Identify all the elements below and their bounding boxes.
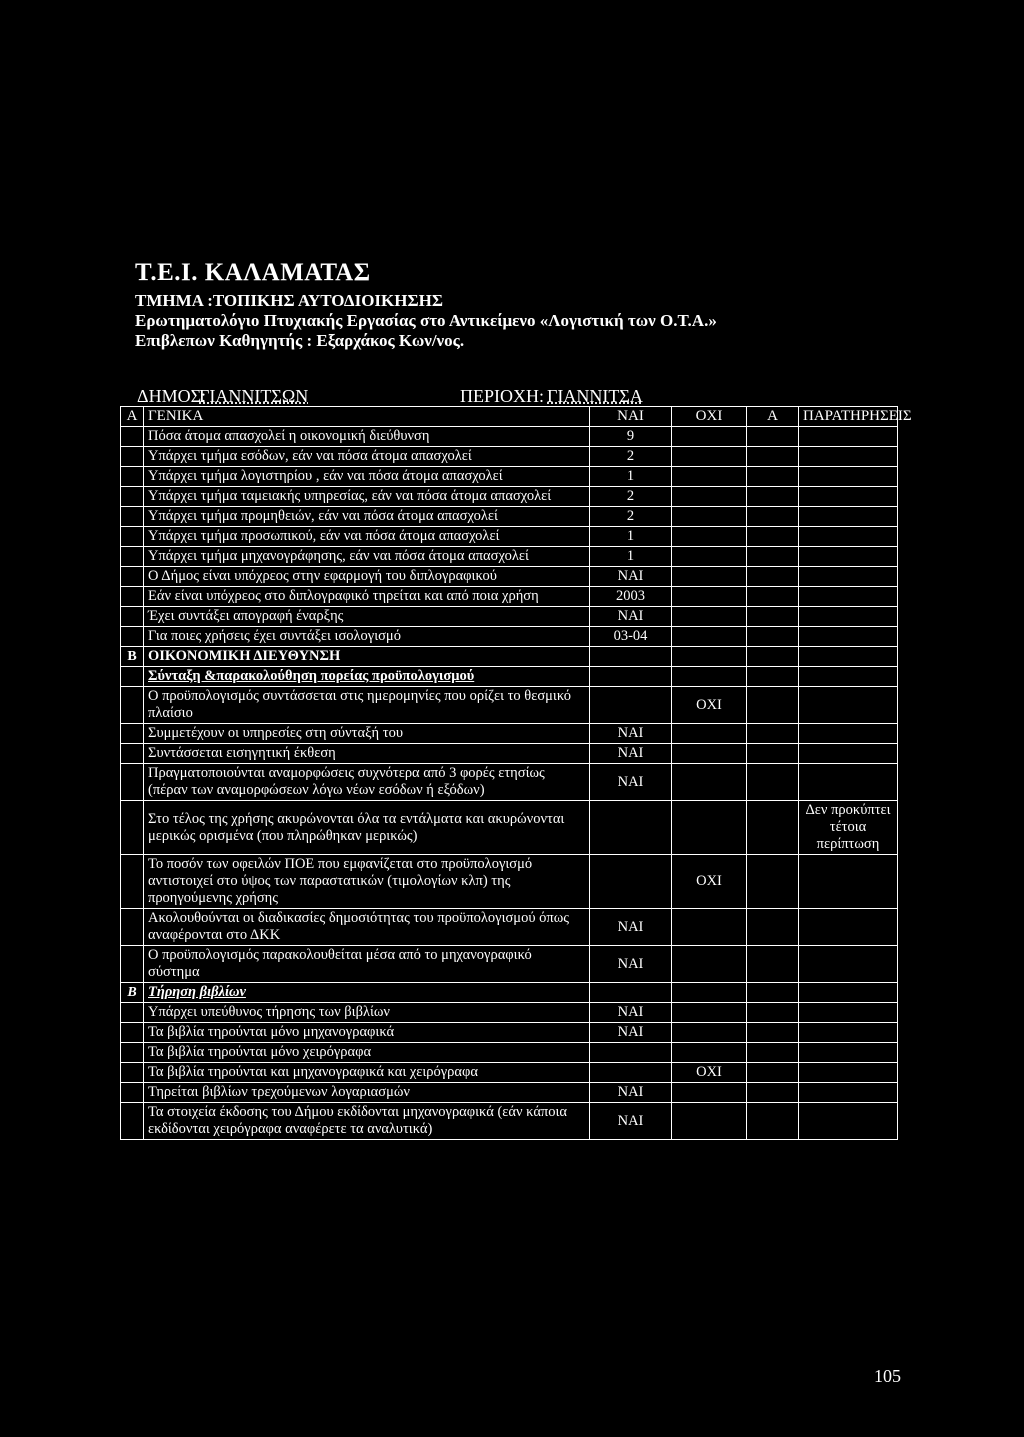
cell-yes: ΝΑΙ <box>590 946 672 983</box>
cell-yes: ΝΑΙ <box>590 1083 672 1103</box>
cell-remarks <box>799 1043 898 1063</box>
cell-text: Συντάσσεται εισηγητική έκθεση <box>144 744 590 764</box>
cell-yes <box>590 687 672 724</box>
cell-section <box>121 587 144 607</box>
table-row <box>121 801 898 855</box>
cell-a <box>747 567 799 587</box>
cell-remarks <box>799 647 898 667</box>
cell-a <box>747 487 799 507</box>
cell-no <box>672 667 747 687</box>
cell-yes <box>590 1043 672 1063</box>
cell-remarks <box>799 983 898 1003</box>
cell-a <box>747 607 799 627</box>
table-row <box>121 1023 898 1043</box>
cell-remarks <box>799 855 898 909</box>
cell-remarks <box>799 687 898 724</box>
cell-text: Τα βιβλία τηρούνται και μηχανογραφικά και χειρόγραφα <box>144 1063 590 1083</box>
cell-no <box>672 744 747 764</box>
table-row <box>121 1043 898 1063</box>
cell-no <box>672 1023 747 1043</box>
table-row <box>121 764 898 801</box>
cell-remarks <box>799 1003 898 1023</box>
cell-no <box>672 909 747 946</box>
cell-a <box>747 447 799 467</box>
cell-text: Εάν είναι υπόχρεος στο διπλογραφικό τηρείται και από ποια χρήση <box>144 587 590 607</box>
table-row <box>121 607 898 627</box>
cell-remarks <box>799 724 898 744</box>
cell-section <box>121 447 144 467</box>
cell-remarks <box>799 587 898 607</box>
table-row <box>121 1103 898 1140</box>
cell-a <box>747 687 799 724</box>
cell-a <box>747 1003 799 1023</box>
cell-yes: 2 <box>590 487 672 507</box>
cell-yes <box>590 667 672 687</box>
area-value: ΓΙΑΝΝΙΤΣΑ <box>547 386 643 406</box>
cell-a <box>747 801 799 855</box>
cell-remarks: Δεν προκύπτει τέτοια περίπτωση <box>799 801 898 855</box>
cell-yes: 2003 <box>590 587 672 607</box>
cell-text: ΟΙΚΟΝΟΜΙΚΗ ΔΙΕΥΘΥΝΣΗ <box>144 647 590 667</box>
cell-yes: 2 <box>590 507 672 527</box>
table-row <box>121 1063 898 1083</box>
cell-section <box>121 744 144 764</box>
cell-text: Πόσα άτομα απασχολεί η οικονομική διεύθυνση <box>144 427 590 447</box>
cell-no <box>672 507 747 527</box>
cell-text: Το ποσόν των οφειλών ΠΟΕ που εμφανίζεται στο προϋπολογισμό αντιστοιχεί στο ύψος των παραστατικών (τιμολογίων κλπ) της προηγούμενης χρήσης <box>144 855 590 909</box>
municipality-value: ΓΙΑΝΝΙΤΣΩΝ <box>199 386 309 406</box>
cell-yes: ΝΑΙ <box>590 607 672 627</box>
cell-remarks <box>799 1023 898 1043</box>
cell-section <box>121 687 144 724</box>
cell-section <box>121 627 144 647</box>
institution-title: Τ.Ε.Ι. ΚΑΛΑΜΑΤΑΣ <box>135 259 371 286</box>
cell-section <box>121 1063 144 1083</box>
cell-section <box>121 507 144 527</box>
cell-text: Τηρείται βιβλίων τρεχούμενων λογαριασμών <box>144 1083 590 1103</box>
table-row <box>121 487 898 507</box>
cell-a <box>747 587 799 607</box>
cell-text: Συμμετέχουν οι υπηρεσίες στη σύνταξή του <box>144 724 590 744</box>
cell-yes: ΝΑΙ <box>590 764 672 801</box>
cell-remarks <box>799 627 898 647</box>
area-label: ΠΕΡΙΟΧΗ: <box>460 386 544 406</box>
cell-remarks <box>799 1063 898 1083</box>
cell-section: Β <box>121 983 144 1003</box>
cell-a <box>747 507 799 527</box>
cell-yes: 1 <box>590 527 672 547</box>
table-row <box>121 447 898 467</box>
table-row <box>121 587 898 607</box>
cell-yes: 03-04 <box>590 627 672 647</box>
table-row <box>121 667 898 687</box>
cell-a <box>747 1063 799 1083</box>
cell-yes: ΝΑΙ <box>590 567 672 587</box>
header-a: Α <box>747 407 799 427</box>
cell-no <box>672 487 747 507</box>
table-row <box>121 647 898 667</box>
cell-no: ΟΧΙ <box>672 1063 747 1083</box>
cell-a <box>747 1103 799 1140</box>
municipality-label: ΔΗΜΟΣ: <box>137 386 207 406</box>
cell-a <box>747 764 799 801</box>
table-row <box>121 909 898 946</box>
cell-no <box>672 607 747 627</box>
document-header <box>135 258 895 351</box>
cell-yes: 9 <box>590 427 672 447</box>
cell-yes: ΝΑΙ <box>590 1023 672 1043</box>
table-row <box>121 627 898 647</box>
cell-section <box>121 1003 144 1023</box>
cell-remarks <box>799 427 898 447</box>
cell-a <box>747 1083 799 1103</box>
table-row <box>121 467 898 487</box>
cell-yes: 1 <box>590 467 672 487</box>
cell-remarks <box>799 909 898 946</box>
table-row <box>121 983 898 1003</box>
cell-section <box>121 801 144 855</box>
cell-text: Τα βιβλία τηρούνται μόνο χειρόγραφα <box>144 1043 590 1063</box>
cell-section <box>121 1023 144 1043</box>
cell-yes <box>590 855 672 909</box>
cell-no <box>672 946 747 983</box>
cell-remarks <box>799 744 898 764</box>
table-row <box>121 744 898 764</box>
cell-text: Τήρηση βιβλίων <box>144 983 590 1003</box>
cell-remarks <box>799 447 898 467</box>
table-row <box>121 855 898 909</box>
header-title: ΓΕΝΙΚΑ <box>144 407 590 427</box>
cell-remarks <box>799 567 898 587</box>
cell-remarks <box>799 547 898 567</box>
cell-yes <box>590 801 672 855</box>
cell-remarks <box>799 607 898 627</box>
table-header-row <box>121 407 898 427</box>
cell-a <box>747 724 799 744</box>
cell-section <box>121 1043 144 1063</box>
cell-section <box>121 427 144 447</box>
cell-no <box>672 587 747 607</box>
cell-text: Για ποιες χρήσεις έχει συντάξει ισολογισμό <box>144 627 590 647</box>
cell-no <box>672 427 747 447</box>
table-row <box>121 507 898 527</box>
cell-section <box>121 527 144 547</box>
questionnaire-title: Ερωτηματολόγιο Πτυχιακής Εργασίας στο Αντικείμενο «Λογιστική των Ο.Τ.Α.» <box>135 311 717 330</box>
cell-a <box>747 527 799 547</box>
cell-no <box>672 724 747 744</box>
table-row <box>121 724 898 744</box>
cell-section <box>121 1083 144 1103</box>
cell-section <box>121 487 144 507</box>
cell-text: Υπάρχει τμήμα προσωπικού, εάν ναι πόσα άτομα απασχολεί <box>144 527 590 547</box>
cell-a <box>747 647 799 667</box>
cell-no <box>672 647 747 667</box>
cell-section <box>121 855 144 909</box>
cell-no <box>672 1083 747 1103</box>
cell-a <box>747 427 799 447</box>
cell-no <box>672 467 747 487</box>
cell-no <box>672 627 747 647</box>
cell-text: Υπάρχει τμήμα ταμειακής υπηρεσίας, εάν ναι πόσα άτομα απασχολεί <box>144 487 590 507</box>
cell-yes: ΝΑΙ <box>590 724 672 744</box>
cell-yes <box>590 647 672 667</box>
cell-a <box>747 946 799 983</box>
cell-yes: ΝΑΙ <box>590 1003 672 1023</box>
supervisor-line: Επιβλεπων Καθηγητής : Εξαρχάκος Κων/νος. <box>135 331 465 350</box>
header-no: ΟΧΙ <box>672 407 747 427</box>
cell-text: Υπάρχει τμήμα εσόδων, εάν ναι πόσα άτομα απασχολεί <box>144 447 590 467</box>
table-row <box>121 1003 898 1023</box>
table-row <box>121 1083 898 1103</box>
cell-remarks <box>799 527 898 547</box>
cell-yes <box>590 983 672 1003</box>
cell-section: Β <box>121 647 144 667</box>
cell-section <box>121 607 144 627</box>
cell-text: Υπάρχει υπεύθυνος τήρησης των βιβλίων <box>144 1003 590 1023</box>
header-section: Α <box>121 407 144 427</box>
cell-no <box>672 547 747 567</box>
cell-a <box>747 547 799 567</box>
cell-no <box>672 447 747 467</box>
table-row <box>121 527 898 547</box>
questionnaire-table-body <box>121 407 912 1140</box>
cell-remarks <box>799 467 898 487</box>
cell-yes: ΝΑΙ <box>590 909 672 946</box>
cell-section <box>121 909 144 946</box>
cell-section <box>121 946 144 983</box>
cell-yes: ΝΑΙ <box>590 744 672 764</box>
cell-a <box>747 909 799 946</box>
cell-no: ΟΧΙ <box>672 687 747 724</box>
table-row <box>121 687 898 724</box>
cell-a <box>747 627 799 647</box>
cell-text: Ο προϋπολογισμός συντάσσεται στις ημερομηνίες που ορίζει το θεσμικό πλαίσιο <box>144 687 590 724</box>
cell-section <box>121 467 144 487</box>
cell-section <box>121 764 144 801</box>
cell-a <box>747 983 799 1003</box>
cell-remarks <box>799 667 898 687</box>
cell-no <box>672 567 747 587</box>
cell-text: Υπάρχει τμήμα μηχανογράφησης, εάν ναι πόσα άτομα απασχολεί <box>144 547 590 567</box>
cell-no <box>672 527 747 547</box>
cell-no: ΟΧΙ <box>672 855 747 909</box>
cell-a <box>747 744 799 764</box>
cell-a <box>747 467 799 487</box>
cell-text: Υπάρχει τμήμα προμηθειών, εάν ναι πόσα άτομα απασχολεί <box>144 507 590 527</box>
cell-section <box>121 547 144 567</box>
cell-no <box>672 801 747 855</box>
cell-no <box>672 1103 747 1140</box>
table-row <box>121 547 898 567</box>
cell-text: Ακολουθούνται οι διαδικασίες δημοσιότητας του προϋπολογισμού όπως αναφέρονται στο ΔΚΚ <box>144 909 590 946</box>
table-row <box>121 427 898 447</box>
header-remarks: ΠΑΡΑΤΗΡΗΣΕΙΣ <box>799 407 898 427</box>
table-row <box>121 567 898 587</box>
cell-yes <box>590 1063 672 1083</box>
cell-section <box>121 1103 144 1140</box>
cell-no <box>672 764 747 801</box>
cell-text: Υπάρχει τμήμα λογιστηρίου , εάν ναι πόσα άτομα απασχολεί <box>144 467 590 487</box>
cell-text: Έχει συντάξει απογραφή έναρξης <box>144 607 590 627</box>
cell-yes: 1 <box>590 547 672 567</box>
cell-a <box>747 1043 799 1063</box>
cell-remarks <box>799 487 898 507</box>
table-row <box>121 946 898 983</box>
cell-section <box>121 724 144 744</box>
cell-text: Στο τέλος της χρήσης ακυρώνονται όλα τα εντάλματα και ακυρώνονται μερικώς ορισμένα (που πληρώθηκαν μερικώς) <box>144 801 590 855</box>
cell-no <box>672 1003 747 1023</box>
cell-a <box>747 667 799 687</box>
questionnaire-table <box>120 406 912 1140</box>
cell-yes: ΝΑΙ <box>590 1103 672 1140</box>
cell-no <box>672 983 747 1003</box>
cell-remarks <box>799 1103 898 1140</box>
cell-text: Πραγματοποιούνται αναμορφώσεις συχνότερα από 3 φορές ετησίως (πέραν των αναμορφώσεων λόγω νέων εσόδων ή εξόδων) <box>144 764 590 801</box>
cell-remarks <box>799 1083 898 1103</box>
cell-text: Τα στοιχεία έκδοσης του Δήμου εκδίδονται μηχανογραφικά (εάν κάποια εκδίδονται χειρόγραφα αναφέρετε τα αναλυτικά) <box>144 1103 590 1140</box>
cell-a <box>747 855 799 909</box>
cell-yes: 2 <box>590 447 672 467</box>
cell-remarks <box>799 946 898 983</box>
cell-text: Τα βιβλία τηρούνται μόνο μηχανογραφικά <box>144 1023 590 1043</box>
cell-a <box>747 1023 799 1043</box>
cell-no <box>672 1043 747 1063</box>
cell-text: Ο προϋπολογισμός παρακολουθείται μέσα από το μηχανογραφικό σύστημα <box>144 946 590 983</box>
cell-remarks <box>799 764 898 801</box>
cell-text: Σύνταξη &παρακολούθηση πορείας προϋπολογισμού <box>144 667 590 687</box>
cell-section <box>121 567 144 587</box>
cell-text: Ο Δήμος είναι υπόχρεος στην εφαρμογή του διπλογραφικού <box>144 567 590 587</box>
cell-section <box>121 667 144 687</box>
page-number: 105 <box>874 1366 901 1386</box>
header-yes: ΝΑΙ <box>590 407 672 427</box>
department-title: ΤΜΗΜΑ :ΤΟΠΙΚΗΣ ΑΥΤΟΔΙΟΙΚΗΣΗΣ <box>135 291 443 310</box>
cell-remarks <box>799 507 898 527</box>
